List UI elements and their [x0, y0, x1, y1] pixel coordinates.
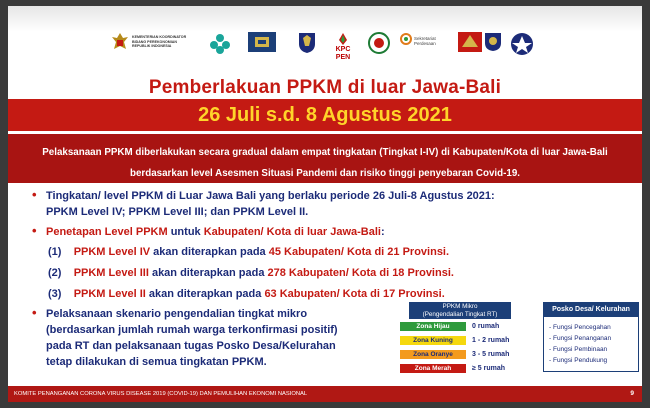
- description-box: [8, 134, 642, 183]
- posko-box: [543, 302, 639, 372]
- ppkm-mikro-subtitle: (Pengendalian Tingkat RT): [422, 310, 498, 318]
- bullet-marker: •: [32, 223, 37, 238]
- ppkm-mikro-table: [399, 302, 521, 382]
- zone-hijau-value: 0 rumah: [472, 323, 500, 330]
- kemendagri-logo-icon: [248, 32, 276, 62]
- bullet-1-line-2: PPKM Level IV; PPKM Level III; dan PPKM Level II.: [46, 206, 309, 218]
- slide-title: Pemberlakuan PPKM di luar Jawa-Bali: [148, 77, 502, 98]
- logo-bar: [8, 32, 642, 72]
- kabupaten-label: Kabupaten/ Kota di luar Jawa-Bali: [203, 226, 381, 238]
- kemenko-label: KEMENTERIAN KOORDINATOR BIDANG PEREKONOMIAN REPUBLIK INDONESIA: [132, 35, 187, 48]
- item-count: 45 Kabupaten/ Kota di 21 Provinsi.: [268, 246, 450, 258]
- description-line-2: berdasarkan level Asesmen Situasi Pandemi dan risiko tinggi penyebaran Covid-19.: [129, 168, 520, 179]
- bin-logo-icon: [510, 32, 534, 62]
- kpc-pen-label: KPC PEN: [335, 46, 351, 61]
- item-mid: akan diterapkan pada: [148, 267, 268, 279]
- tni-logo-icon: [458, 32, 482, 62]
- posko-item: - Fungsi Penanganan: [549, 335, 612, 342]
- description-line-1: Pelaksanaan PPKM diberlakukan secara gradual dalam empat tingkatan (Tingkat I-IV) di Kabupaten/Kota di luar Jawa-Bali: [42, 147, 608, 158]
- item-level: PPKM Level II: [73, 288, 146, 300]
- bnpb-emblem-icon: [368, 32, 390, 62]
- zone-kuning: Zona Kuning: [400, 336, 466, 345]
- bullet-3-line-3: pada RT dan pelaksanaan tugas Posko Desa/Kelurahan: [46, 340, 336, 352]
- bullet-2-heading: [46, 224, 385, 240]
- ppkm-mikro-title: PPKM Mikro: [442, 303, 478, 310]
- bullet-marker: •: [32, 305, 37, 320]
- posko-item: - Fungsi Pencegahan: [549, 324, 611, 331]
- kemenkes-logo-icon: [209, 32, 231, 62]
- posko-list: [544, 317, 638, 366]
- colon-label: :: [380, 226, 385, 238]
- sekretariat-logo-icon: [400, 32, 412, 62]
- item-count: 278 Kabupaten/ Kota di 18 Provinsi.: [267, 267, 454, 279]
- date-banner: 26 Juli s.d. 8 Agustus 2021: [8, 100, 642, 131]
- zone-merah: Zona Merah: [400, 364, 466, 373]
- zone-kuning-value: 1 - 2 rumah: [472, 337, 510, 344]
- bullet-3-line-4: tetap dilakukan di semua tingkatan PPKM.: [46, 356, 267, 368]
- ppkm-mikro-header: [409, 302, 511, 319]
- item-level: PPKM Level IV: [73, 246, 151, 258]
- police-shield-icon: [298, 32, 316, 62]
- posko-item: - Fungsi Pendukung: [549, 357, 608, 364]
- slide: [8, 6, 642, 402]
- sekretariat-label: Sekretariat Perdesaan: [414, 36, 436, 46]
- zone-oranye: Zona Oranye: [400, 350, 466, 359]
- bullet-3-line-2: (berdasarkan jumlah rumah warga terkonfirmasi positif): [46, 324, 338, 336]
- item-number: (1): [48, 246, 62, 258]
- item-mid: akan diterapkan pada: [145, 288, 265, 300]
- item-count: 63 Kabupaten/ Kota di 17 Provinsi.: [264, 288, 445, 300]
- zone-hijau: Zona Hijau: [400, 322, 466, 331]
- bullet-1-line-1: Tingkatan/ level PPKM di Luar Jawa Bali yang berlaku periode 26 Juli-8 Agustus 2021:: [46, 190, 495, 202]
- footer-bar: [8, 386, 642, 402]
- zone-merah-value: ≥ 5 rumah: [472, 365, 506, 372]
- footer-text: KOMITE PENANGANAN CORONA VIRUS DISEASE 2019 (COVID-19) DAN PEMULIHAN EKONOMI NASIONAL: [14, 391, 308, 397]
- top-gradient: [8, 6, 642, 32]
- zone-oranye-value: 3 - 5 rumah: [472, 351, 510, 358]
- polri-logo-icon: [484, 32, 502, 62]
- list-item: [48, 265, 454, 281]
- garuda-emblem-icon: [111, 32, 129, 62]
- item-number: (2): [48, 267, 62, 279]
- item-number: (3): [48, 288, 62, 300]
- bullet-marker: •: [32, 187, 37, 202]
- item-level: PPKM Level III: [73, 267, 149, 279]
- penetapan-label: Penetapan Level PPKM: [46, 226, 168, 238]
- list-item: [48, 286, 445, 302]
- page-number: 9: [630, 390, 634, 397]
- untuk-label: untuk: [167, 226, 204, 238]
- posko-item: - Fungsi Pembinaan: [549, 346, 608, 353]
- posko-header: Posko Desa/ Kelurahan: [544, 303, 638, 317]
- bullet-3-line-1: Pelaksanaan skenario pengendalian tingkat mikro: [46, 308, 308, 320]
- item-mid: akan diterapkan pada: [150, 246, 269, 258]
- list-item: [48, 244, 449, 260]
